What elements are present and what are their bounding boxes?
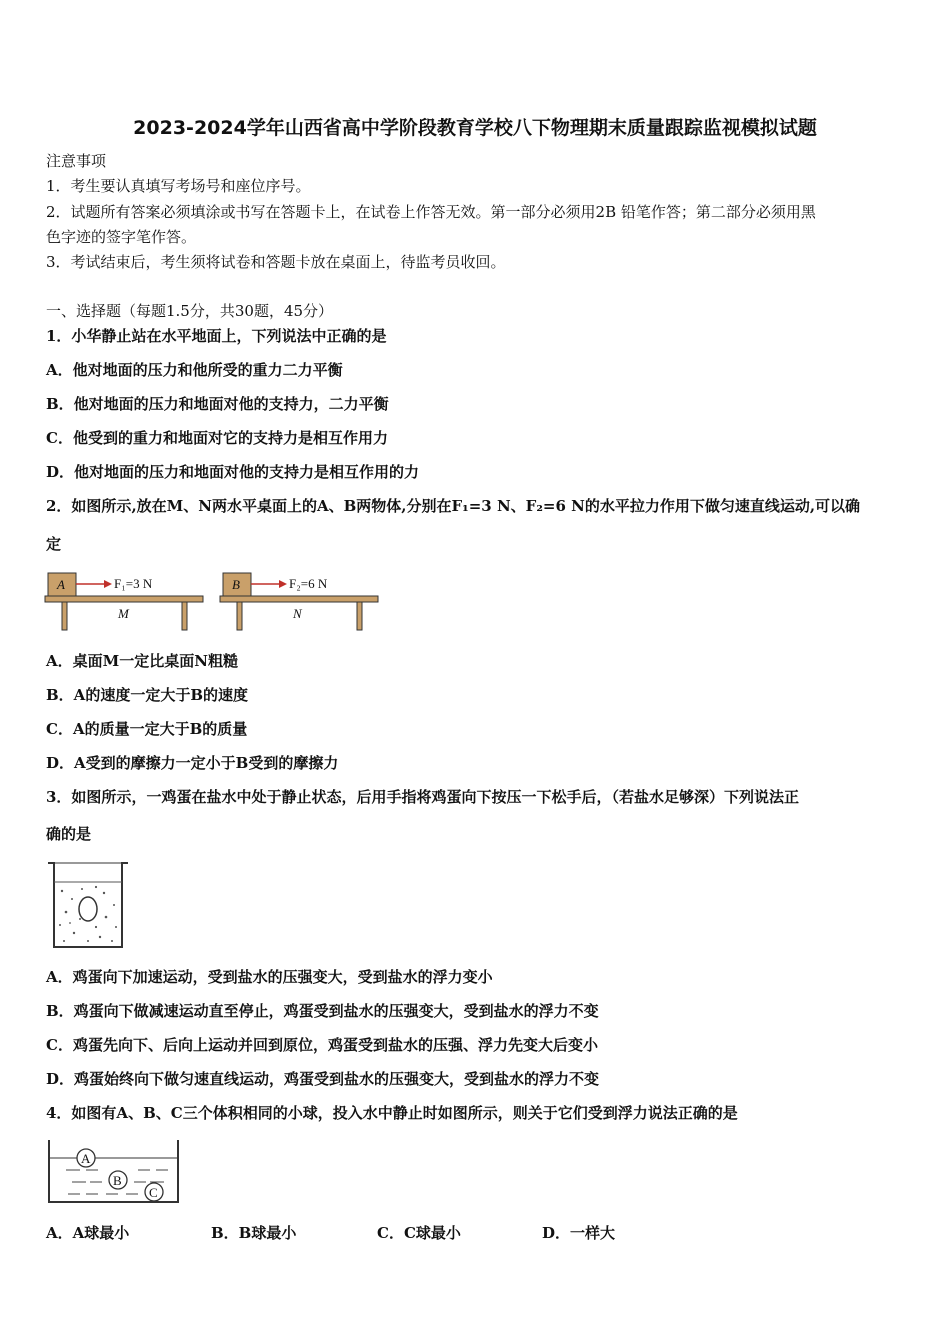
option-a: A．鸡蛋向下加速运动，受到盐水的压强变大，受到盐水的浮力变小: [46, 968, 493, 986]
table-m-leg-left: [62, 602, 67, 630]
option-d: D．一样大: [542, 1224, 616, 1242]
ball-b-label: B: [113, 1173, 122, 1188]
option-b: B．他对地面的压力和地面对他的支持力，二力平衡: [46, 395, 389, 413]
force-b-arrowhead: [279, 580, 287, 588]
notice-item: 1．考生要认真填写考场号和座位序号。: [46, 177, 311, 195]
question-stem: 2．如图所示,放在M、N两水平桌面上的A、B两物体,分别在F₁=3 N、F₂=6 N的水平拉力作用下做匀速直线运动,可以确: [46, 497, 861, 515]
force-a-arrowhead: [104, 580, 112, 588]
option-d: D．鸡蛋始终向下做匀速直线运动，鸡蛋受到盐水的压强变大，受到盐水的浮力不变: [46, 1070, 600, 1088]
table-m-top: [45, 596, 203, 602]
beaker-egg-figure: [44, 857, 130, 955]
table-n-leg-left: [237, 602, 242, 630]
section-heading: 一、选择题（每题1.5分，共30题，45分）: [46, 302, 334, 320]
option-a: A．A球最小: [46, 1224, 130, 1242]
notice-item: 色字迹的签字笔作答。: [46, 228, 197, 246]
question-stem-continued: 定: [46, 535, 62, 553]
option-c: C．鸡蛋先向下、后向上运动并回到原位，鸡蛋受到盐水的压强、浮力先变大后变小: [46, 1036, 598, 1054]
ball-c-label: C: [149, 1185, 158, 1200]
three-balls-figure: [46, 1136, 182, 1206]
option-a: A．他对地面的压力和他所受的重力二力平衡: [46, 361, 343, 379]
tables-figure: [40, 566, 385, 636]
option-d: D．他对地面的压力和地面对他的支持力是相互作用的力: [46, 463, 420, 481]
option-c: C．A的质量一定大于B的质量: [46, 720, 248, 738]
egg: [79, 897, 97, 921]
notice-item: 2．试题所有答案必须填涂或书写在答题卡上，在试卷上作答无效。第一部分必须用2B 铅笔作答；第二部分必须用黑: [46, 203, 816, 221]
question-stem: 4．如图有A、B、C三个体积相同的小球，投入水中静止时如图所示，则关于它们受到浮力说法正确的是: [46, 1104, 738, 1122]
option-d: D．A受到的摩擦力一定小于B受到的摩擦力: [46, 754, 339, 772]
block-a-label: A: [57, 577, 65, 592]
block-b-label: B: [232, 577, 240, 592]
force-a-label: F₁=3 N: [114, 576, 153, 591]
force-b-label: F₂=6 N: [289, 576, 328, 591]
option-b: B．A的速度一定大于B的速度: [46, 686, 248, 704]
option-c: C．C球最小: [377, 1224, 461, 1242]
ball-a-label: A: [81, 1151, 91, 1166]
option-c: C．他受到的重力和地面对它的支持力是相互作用力: [46, 429, 388, 447]
question-stem-continued: 确的是: [46, 825, 92, 843]
notice-heading: 注意事项: [46, 152, 107, 170]
table-n-leg-right: [357, 602, 362, 630]
option-b: B．B球最小: [211, 1224, 297, 1242]
table-n-top: [220, 596, 378, 602]
table-m-label: M: [118, 606, 129, 621]
option-b: B．鸡蛋向下做减速运动直至停止，鸡蛋受到盐水的压强变大，受到盐水的浮力不变: [46, 1002, 599, 1020]
question-stem: 1．小华静止站在水平地面上，下列说法中正确的是: [46, 327, 387, 345]
page-title: 2023-2024学年山西省高中学阶段教育学校八下物理期末质量跟踪监视模拟试题: [133, 117, 817, 139]
question-stem: 3．如图所示，一鸡蛋在盐水中处于静止状态，后用手指将鸡蛋向下按压一下松手后，（若盐水足够深）下列说法正: [46, 788, 799, 806]
table-n-label: N: [293, 606, 302, 621]
table-m-leg-right: [182, 602, 187, 630]
notice-item: 3．考试结束后，考生须将试卷和答题卡放在桌面上，待监考员收回。: [46, 253, 506, 271]
option-a: A．桌面M一定比桌面N粗糙: [46, 652, 238, 670]
